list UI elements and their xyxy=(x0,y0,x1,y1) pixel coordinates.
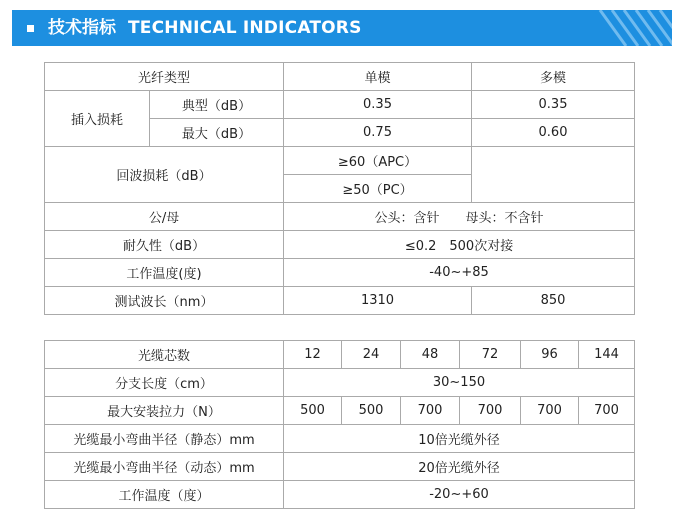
section-header xyxy=(12,10,672,46)
table-row xyxy=(45,369,635,397)
max-sm-value: 0.75 xyxy=(284,119,472,147)
core-count-cell: 144 xyxy=(579,341,635,369)
multi-mode-header: 多模 xyxy=(472,63,635,91)
optical-spec-table xyxy=(44,62,635,315)
bend-dynamic-label: 光缆最小弯曲半径（动态）mm xyxy=(45,453,284,481)
gender-value: 公头：含针 母头：不含针 xyxy=(284,203,635,231)
table-row xyxy=(45,397,635,425)
return-loss-apc-value: ≥60（APC） xyxy=(284,147,472,175)
durability-value: ≤0.2 500次对接 xyxy=(284,231,635,259)
op-temp-value: -40~+85 xyxy=(284,259,635,287)
cable-op-temp-label: 工作温度（度） xyxy=(45,481,284,509)
table-row xyxy=(45,287,635,315)
tension-cell: 700 xyxy=(401,397,460,425)
tension-cell: 700 xyxy=(521,397,579,425)
table-row xyxy=(45,231,635,259)
bend-static-label: 光缆最小弯曲半径（静态）mm xyxy=(45,425,284,453)
typical-label: 典型（dB） xyxy=(150,91,284,119)
max-tension-label: 最大安装拉力（N） xyxy=(45,397,284,425)
diagonal-stripes-icon xyxy=(592,10,672,46)
typical-sm-value: 0.35 xyxy=(284,91,472,119)
wavelength-mm-value: 850 xyxy=(472,287,635,315)
op-temp-label: 工作温度(度) xyxy=(45,259,284,287)
tension-cell: 500 xyxy=(284,397,342,425)
bullet-square-icon xyxy=(27,25,34,32)
table-row xyxy=(45,453,635,481)
wavelength-label: 测试波长（nm） xyxy=(45,287,284,315)
return-loss-label: 回波损耗（dB） xyxy=(45,147,284,203)
wavelength-sm-value: 1310 xyxy=(284,287,472,315)
table-row xyxy=(45,91,635,119)
bend-static-value: 10倍光缆外径 xyxy=(284,425,635,453)
cores-label: 光缆芯数 xyxy=(45,341,284,369)
table-row xyxy=(45,481,635,509)
single-mode-header: 单模 xyxy=(284,63,472,91)
max-label: 最大（dB） xyxy=(150,119,284,147)
section-title xyxy=(48,10,362,46)
tension-cell: 700 xyxy=(460,397,521,425)
table-row xyxy=(45,203,635,231)
tension-cell: 500 xyxy=(342,397,401,425)
typical-mm-value: 0.35 xyxy=(472,91,635,119)
cable-op-temp-value: -20~+60 xyxy=(284,481,635,509)
core-count-cell: 48 xyxy=(401,341,460,369)
table-row xyxy=(45,259,635,287)
title-en: TECHNICAL INDICATORS xyxy=(128,18,362,38)
table-row xyxy=(45,147,635,175)
durability-label: 耐久性（dB） xyxy=(45,231,284,259)
table-row xyxy=(45,63,635,91)
branch-length-value: 30~150 xyxy=(284,369,635,397)
table-row xyxy=(45,425,635,453)
table-row xyxy=(45,341,635,369)
title-cn: 技术指标 xyxy=(48,18,116,38)
insertion-loss-label: 插入损耗 xyxy=(45,91,150,147)
branch-length-label: 分支长度（cm） xyxy=(45,369,284,397)
return-loss-pc-value: ≥50（PC） xyxy=(284,175,472,203)
fiber-type-label: 光纤类型 xyxy=(45,63,284,91)
core-count-cell: 72 xyxy=(460,341,521,369)
core-count-cell: 96 xyxy=(521,341,579,369)
core-count-cell: 12 xyxy=(284,341,342,369)
cable-spec-table xyxy=(44,340,635,509)
max-mm-value: 0.60 xyxy=(472,119,635,147)
return-loss-mm-empty xyxy=(472,147,635,203)
core-count-cell: 24 xyxy=(342,341,401,369)
tension-cell: 700 xyxy=(579,397,635,425)
gender-label: 公/母 xyxy=(45,203,284,231)
bend-dynamic-value: 20倍光缆外径 xyxy=(284,453,635,481)
